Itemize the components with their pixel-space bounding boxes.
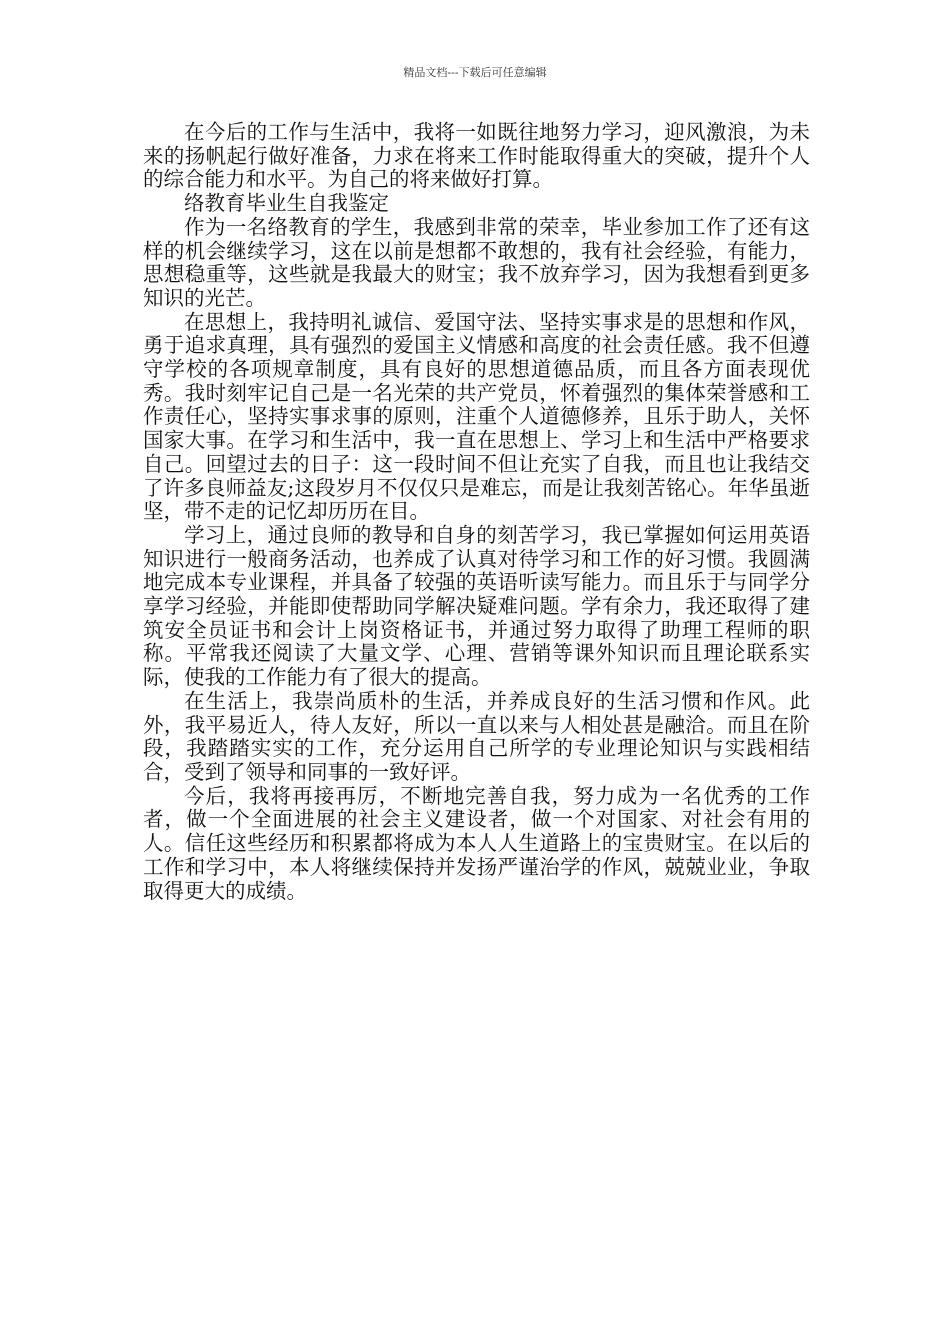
paragraph-opening: 作为一名络教育的学生，我感到非常的荣幸，毕业参加工作了还有这样的机会继续学习，这在以前是想都不敢想的，我有社会经验，有能力，思想稳重等，这些就是我最大的财宝；我不放弃学习，因为我想看到更多知识的光芒。 <box>143 214 810 310</box>
paragraph-intro: 在今后的工作与生活中，我将一如既往地努力学习，迎风激浪，为未来的扬帆起行做好准备，力求在将来工作时能取得重大的突破，提升个人的综合能力和水平。为自己的将来做好打算。 <box>143 120 810 192</box>
page-header: 精品文档---下载后可任意编辑 <box>403 66 547 79</box>
paragraph-thought: 在思想上，我持明礼诚信、爱国守法、坚持实事求是的思想和作风，勇于追求真理，具有强烈的爱国主义情感和高度的社会责任感。我不但遵守学校的各项规章制度，具有良好的思想道德品质，而且各方面表现优秀。我时刻牢记自己是一名光荣的共产党员，怀着强烈的集体荣誉感和工作责任心，坚持实事求事的原则，注重个人道德修养，且乐于助人，关怀国家大事。在学习和生活中，我一直在思想上、学习上和生活中严格要求自己。回望过去的日子：这一段时间不但让充实了自我，而且也让我结交了许多良师益友;这段岁月不仅仅只是难忘，而是让我刻苦铭心。年华虽逝坚，带不走的记忆却历历在目。 <box>143 309 810 524</box>
paragraph-study: 学习上，通过良师的教导和自身的刻苦学习，我已掌握如何运用英语知识进行一般商务活动，也养成了认真对待学习和工作的好习惯。我圆满地完成本专业课程，并具备了较强的英语听读写能力。而且乐于与同学分享学习经验，并能即使帮助同学解决疑难问题。学有余力，我还取得了建筑安全员证书和会计上岗资格证书，并通过努力取得了助理工程师的职称。平常我还阅读了大量文学、心理、营销等课外知识而且理论联系实际，使我的工作能力有了很大的提高。 <box>143 522 810 690</box>
paragraph-life: 在生活上，我崇尚质朴的生活，并养成良好的生活习惯和作风。此外，我平易近人，待人友好，所以一直以来与人相处甚是融洽。而且在阶段，我踏踏实实的工作，充分运用自己所学的专业理论知识与实践相结合，受到了领导和同事的一致好评。 <box>143 688 810 784</box>
paragraph-future: 今后，我将再接再厉，不断地完善自我，努力成为一名优秀的工作者，做一个全面进展的社会主义建设者，做一个对国家、对社会有用的人。信任这些经历和积累都将成为本人人生道路上的宝贵财宝。在以后的工作和学习中，本人将继续保持并发扬严谨治学的作风，兢兢业业，争取取得更大的成绩。 <box>143 783 810 903</box>
section-title: 络教育毕业生自我鉴定 <box>184 191 389 216</box>
document-body <box>143 121 810 903</box>
